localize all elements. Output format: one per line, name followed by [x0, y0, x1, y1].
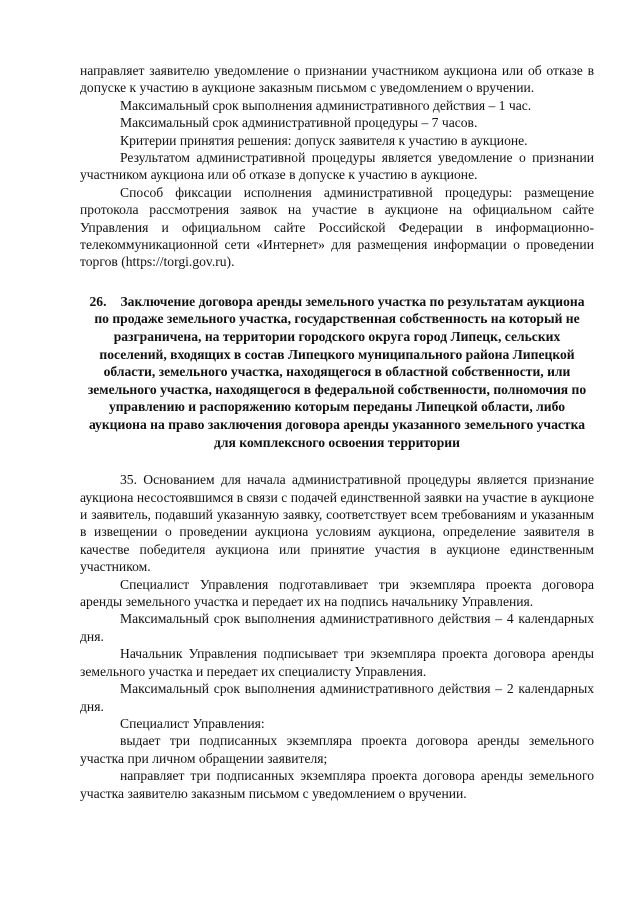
- paragraph-head-signs: Начальник Управления подписывает три экземпляра проекта договора аренды земельного участка и передает их специалисту Управления.: [80, 646, 594, 679]
- paragraph-35-basis: 35. Основанием для начала административной процедуры является признание аукциона несостоявшимся в связи с подачей единственной заявки на участие в аукционе и заявитель, подавший указанную заявку, соответствует всем требованиям и указанным в извещении о проведении аукциона условиям аукциона, определение заявителя в качестве победителя аукциона или принятие участия в аукционе единственным участником.: [80, 472, 594, 575]
- paragraph-max-procedure-time: Максимальный срок административной процедуры – 7 часов.: [120, 115, 478, 131]
- document-page: [80, 62, 594, 802]
- paragraph-max-time-4-days: Максимальный срок выполнения административного действия – 4 календарных дня.: [80, 611, 594, 644]
- section-title: Заключение договора аренды земельного участка по результатам аукциона по продаже земельного участка, государственная собственность на который не разграничена, на территории городского округа город Липецк, сельских поселений, входящих в состав Липецкого муниципального района Липецкой области, земельного участка, находящегося в областной собственности, или земельного участка, находящегося в федеральной собственности, полномочия по управлению и распоряжению которым переданы Липецкой области, либо аукциона на право заключения договора аренды указанного земельного участка для комплексного освоения территории: [87, 293, 587, 450]
- paragraph-specialist-label: Специалист Управления:: [120, 715, 265, 731]
- paragraph-issues-copies: выдает три подписанных экземпляра проекта договора аренды земельного участка при личном обращении заявителя;: [80, 733, 594, 766]
- paragraph-decision-criteria: Критерии принятия решения: допуск заявителя к участию в аукционе.: [120, 132, 528, 148]
- paragraph-max-action-time: Максимальный срок выполнения административного действия – 1 час.: [120, 97, 532, 113]
- paragraph-specialist-prepares: Специалист Управления подготавливает три экземпляра проекта договора аренды земельного участка и передает их на подпись начальнику Управления.: [80, 576, 594, 610]
- paragraph-fixation-method: Способ фиксации исполнения административной процедуры: размещение протокола рассмотрения заявок на участие в аукционе на официальном сайте Управления и официальном сайте Российской Федерации в информационно-телекоммуникационной сети «Интернет» для размещения информации о проведении торгов (https://torgi.gov.ru).: [80, 184, 594, 270]
- spacer: [80, 451, 594, 471]
- paragraph-max-time-2-days: Максимальный срок выполнения административного действия – 2 календарных дня.: [80, 681, 594, 714]
- paragraph-sends-copies: направляет три подписанных экземпляра проекта договора аренды земельного участка заявителю заказным письмом с уведомлением о вручении.: [80, 768, 594, 801]
- section-heading: [80, 293, 594, 451]
- paragraph-procedure-result: Результатом административной процедуры является уведомление о признании участником аукциона или об отказе в допуске к участию в аукционе.: [80, 150, 594, 183]
- section-number: 26.: [89, 293, 107, 309]
- paragraph-notify-applicant: направляет заявителю уведомление о признании участником аукциона или об отказе в допуске к участию в аукционе заказным письмом с уведомлением о вручении.: [80, 63, 594, 96]
